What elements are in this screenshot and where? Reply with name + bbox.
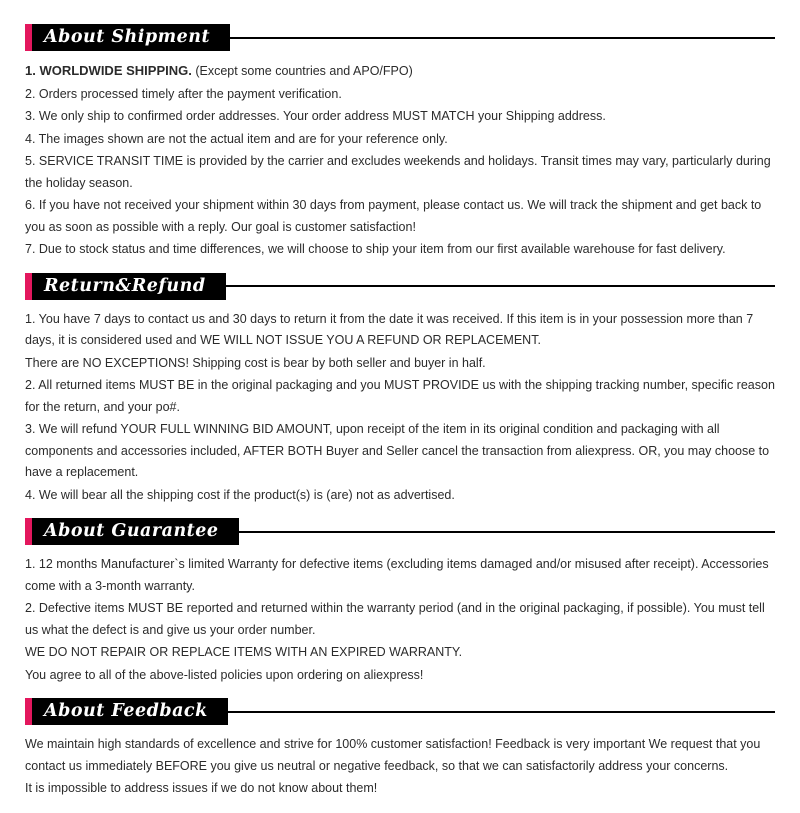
- header-rule: [239, 531, 775, 533]
- accent-bar: [25, 518, 32, 545]
- policy-text: You agree to all of the above-listed policies upon ordering on aliexpress!: [25, 667, 424, 682]
- header-rule: [228, 711, 775, 713]
- policy-text-bold: 1. WORLDWIDE SHIPPING.: [25, 63, 192, 78]
- section-return-refund: [25, 273, 775, 507]
- policy-text: 7. Due to stock status and time differences, we will choose to ship your item from our first available warehouse for fast delivery.: [25, 242, 726, 256]
- policy-text: [25, 60, 775, 83]
- header-rule: [226, 285, 775, 287]
- policy-text: We maintain high standards of excellence and strive for 100% customer satisfaction! Feedback is very important We request that you contact us immediately BEFORE you give us neutral or negative feedback, so that we can satisfactorily address your concerns.: [25, 737, 761, 773]
- policy-text-rest: (Except some countries and APO/FPO): [191, 64, 413, 78]
- policy-text: 2. Defective items MUST BE reported and returned within the warranty period (and in the original packaging, if possible). You must tell us what the defect is and give us your order number.: [25, 601, 765, 637]
- header-rule: [230, 37, 775, 39]
- section-title: Return&Refund: [32, 273, 226, 300]
- section-header: [25, 698, 775, 725]
- policy-text: There are NO EXCEPTIONS! Shipping cost is bear by both seller and buyer in half.: [25, 355, 486, 370]
- section-body: [25, 554, 775, 686]
- policy-text: 1. You have 7 days to contact us and 30 days to return it from the date it was received. If this item is in your possession more than 7 days, it is considered used and WE WILL NOT ISSUE YOU A REFUND OR REPLACEMENT.: [25, 311, 754, 347]
- policy-text: 1. 12 months Manufacturer`s limited Warranty for defective items (excluding items damaged and/or misused after receipt). Accessories come with a 3-month warranty.: [25, 557, 769, 593]
- section-body: [25, 60, 775, 261]
- accent-bar: [25, 24, 32, 51]
- policy-text: 3. We will refund YOUR FULL WINNING BID AMOUNT, upon receipt of the item in its original condition and packaging with all components and accessories included, AFTER BOTH Buyer and Seller cancel the transaction from aliexpress. OR, you may choose to have a replacement.: [25, 422, 770, 479]
- policy-text: 5. SERVICE TRANSIT TIME is provided by the carrier and excludes weekends and holidays. Transit times may vary, particularly during the holiday season.: [25, 154, 771, 190]
- policy-text: 6. If you have not received your shipment within 30 days from payment, please contact us. We will track the shipment and get back to you as soon as possible with a reply. Our goal is customer satisfaction!: [25, 198, 762, 234]
- section-header: [25, 24, 775, 51]
- policy-text: 3. We only ship to confirmed order addresses. Your order address MUST MATCH your Shipping address.: [25, 109, 606, 123]
- section-body: [25, 309, 775, 507]
- section-about-feedback: [25, 698, 775, 800]
- section-about-shipment: [25, 24, 775, 261]
- section-title: About Feedback: [32, 698, 228, 725]
- policy-text: 4. The images shown are not the actual item and are for your reference only.: [25, 131, 448, 146]
- section-title: About Shipment: [32, 24, 230, 51]
- policy-text: It is impossible to address issues if we do not know about them!: [25, 781, 378, 795]
- policy-text: 2. All returned items MUST BE in the original packaging and you MUST PROVIDE us with the shipping tracking number, specific reason for the return, and your po#.: [25, 378, 775, 414]
- policy-text: WE DO NOT REPAIR OR REPLACE ITEMS WITH AN EXPIRED WARRANTY.: [25, 645, 463, 659]
- accent-bar: [25, 698, 32, 725]
- section-title: About Guarantee: [32, 518, 239, 545]
- policy-text: 4. We will bear all the shipping cost if the product(s) is (are) not as advertised.: [25, 487, 455, 502]
- accent-bar: [25, 273, 32, 300]
- section-header: [25, 273, 775, 300]
- section-header: [25, 518, 775, 545]
- section-about-guarantee: [25, 518, 775, 686]
- section-body: [25, 734, 775, 800]
- policy-text: 2. Orders processed timely after the payment verification.: [25, 86, 342, 101]
